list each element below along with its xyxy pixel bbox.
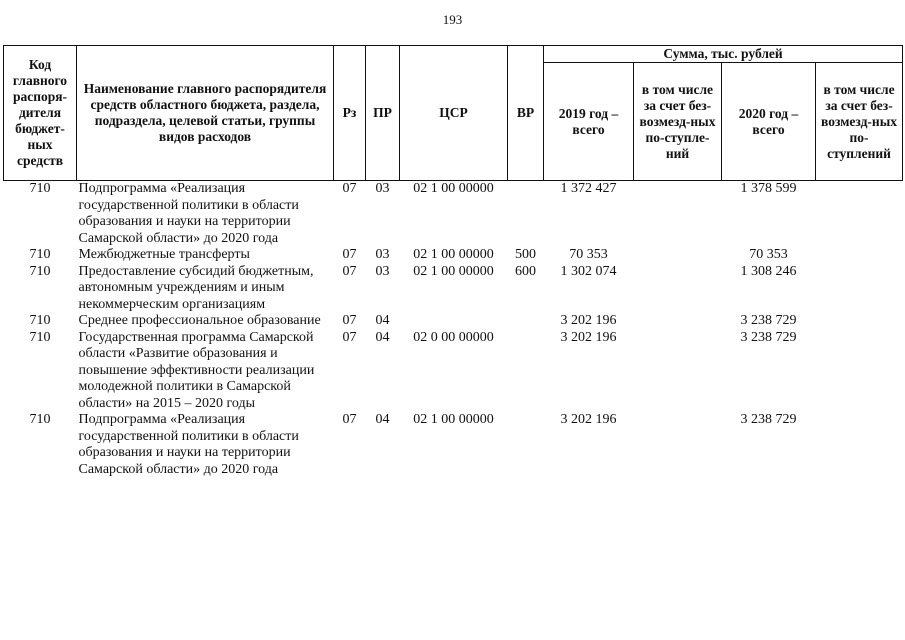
header-2019-total: 2019 год – всего (544, 63, 634, 181)
cell-csr (400, 313, 508, 330)
cell-vr: 500 (515, 247, 536, 262)
table-row (4, 264, 903, 314)
cell-pr: 04 (375, 329, 390, 345)
cell-2020-total: 1 378 599 (740, 181, 797, 196)
cell-2019-free (634, 264, 722, 314)
cell-pr: 03 (375, 263, 390, 279)
cell-pr: 04 (375, 412, 390, 427)
cell-2020-total: 3 238 729 (740, 329, 797, 345)
cell-2020-free (816, 247, 903, 264)
cell-pr: 04 (375, 313, 390, 328)
cell-vr (508, 181, 544, 248)
cell-2020-total: 3 238 729 (740, 313, 797, 328)
header-2019-free: в том числе за счет без-возмезд-ных по-ступле-ний (634, 63, 722, 181)
cell-name: Подпрограмма «Реализация государственной политики в области образования и науки на территории Самарской области» до 2020 года (78, 412, 299, 477)
header-vr: ВР (508, 46, 544, 181)
header-rz: Рз (334, 46, 366, 181)
header-sum: Сумма, тыс. рублей (544, 46, 903, 63)
table-row (4, 330, 903, 413)
cell-2019-total: 3 202 196 (560, 329, 617, 345)
cell-pr: 03 (375, 181, 390, 196)
cell-vr (508, 313, 544, 330)
page-number: 193 (442, 12, 463, 27)
cell-2019-total: 3 202 196 (560, 313, 617, 328)
cell-csr: 02 1 00 00000 (413, 247, 494, 262)
cell-vr (508, 412, 544, 478)
cell-2019-total: 70 353 (569, 247, 608, 262)
cell-name: Подпрограмма «Реализация государственной политики в области образования и науки на территории Самарской области» до 2020 года (78, 181, 299, 246)
cell-vr: 600 (515, 263, 536, 279)
cell-code: 710 (29, 329, 51, 345)
cell-rz: 07 (342, 313, 357, 328)
table-header (4, 46, 903, 181)
cell-2019-free (634, 247, 722, 264)
table-row (4, 313, 903, 330)
cell-2019-total: 1 302 074 (560, 263, 617, 279)
cell-rz: 07 (342, 329, 357, 345)
cell-rz: 07 (342, 247, 357, 262)
cell-rz: 07 (342, 263, 357, 279)
cell-code: 710 (29, 412, 51, 427)
table-row (4, 412, 903, 478)
cell-name: Межбюджетные трансферты (78, 247, 250, 262)
cell-2020-free (816, 313, 903, 330)
cell-2020-total: 1 308 246 (740, 263, 797, 279)
header-csr: ЦСР (400, 46, 508, 181)
table-row (4, 247, 903, 264)
cell-csr: 02 1 00 00000 (413, 412, 494, 427)
cell-csr: 02 1 00 00000 (413, 263, 494, 279)
cell-csr: 02 0 00 00000 (413, 329, 494, 345)
cell-rz: 07 (342, 181, 357, 196)
cell-2019-free (634, 412, 722, 478)
cell-2019-total: 3 202 196 (560, 412, 617, 427)
header-2020-free: в том числе за счет без-возмезд-ных по-ступлений (816, 63, 903, 181)
cell-code: 710 (29, 313, 51, 328)
cell-2020-free (816, 412, 903, 478)
cell-2019-free (634, 313, 722, 330)
cell-2020-free (816, 181, 903, 248)
cell-2020-free (816, 264, 903, 314)
cell-2019-free (634, 181, 722, 248)
cell-name: Среднее профессиональное образование (78, 313, 321, 328)
cell-rz: 07 (342, 412, 357, 427)
cell-code: 710 (29, 263, 51, 279)
header-code: Код главного распоря-дителя бюджет-ных средств (4, 46, 77, 181)
cell-csr: 02 1 00 00000 (413, 181, 494, 196)
cell-code: 710 (29, 247, 51, 262)
table-row (4, 181, 903, 248)
table-body (4, 181, 903, 479)
cell-pr: 03 (375, 247, 390, 262)
cell-2019-free (634, 330, 722, 413)
budget-table (3, 45, 903, 478)
cell-code: 710 (29, 181, 51, 196)
cell-2020-total: 3 238 729 (740, 412, 797, 427)
header-2020-total: 2020 год – всего (722, 63, 816, 181)
cell-name: Предоставление субсидий бюджетным, автономным учреждениям и иным некоммерческим организациям (78, 263, 314, 312)
cell-name: Государственная программа Самарской области «Развитие образования и повышение эффективности реализации молодежной политики в Самарской области» на 2015 – 2020 годы (78, 329, 315, 411)
cell-2020-total: 70 353 (749, 247, 788, 262)
header-name: Наименование главного распорядителя средств областного бюджета, раздела, подраздела, целевой статьи, группы видов расходов (77, 46, 334, 181)
cell-vr (508, 330, 544, 413)
header-pr: ПР (366, 46, 400, 181)
cell-2020-free (816, 330, 903, 413)
cell-2019-total: 1 372 427 (560, 181, 617, 196)
